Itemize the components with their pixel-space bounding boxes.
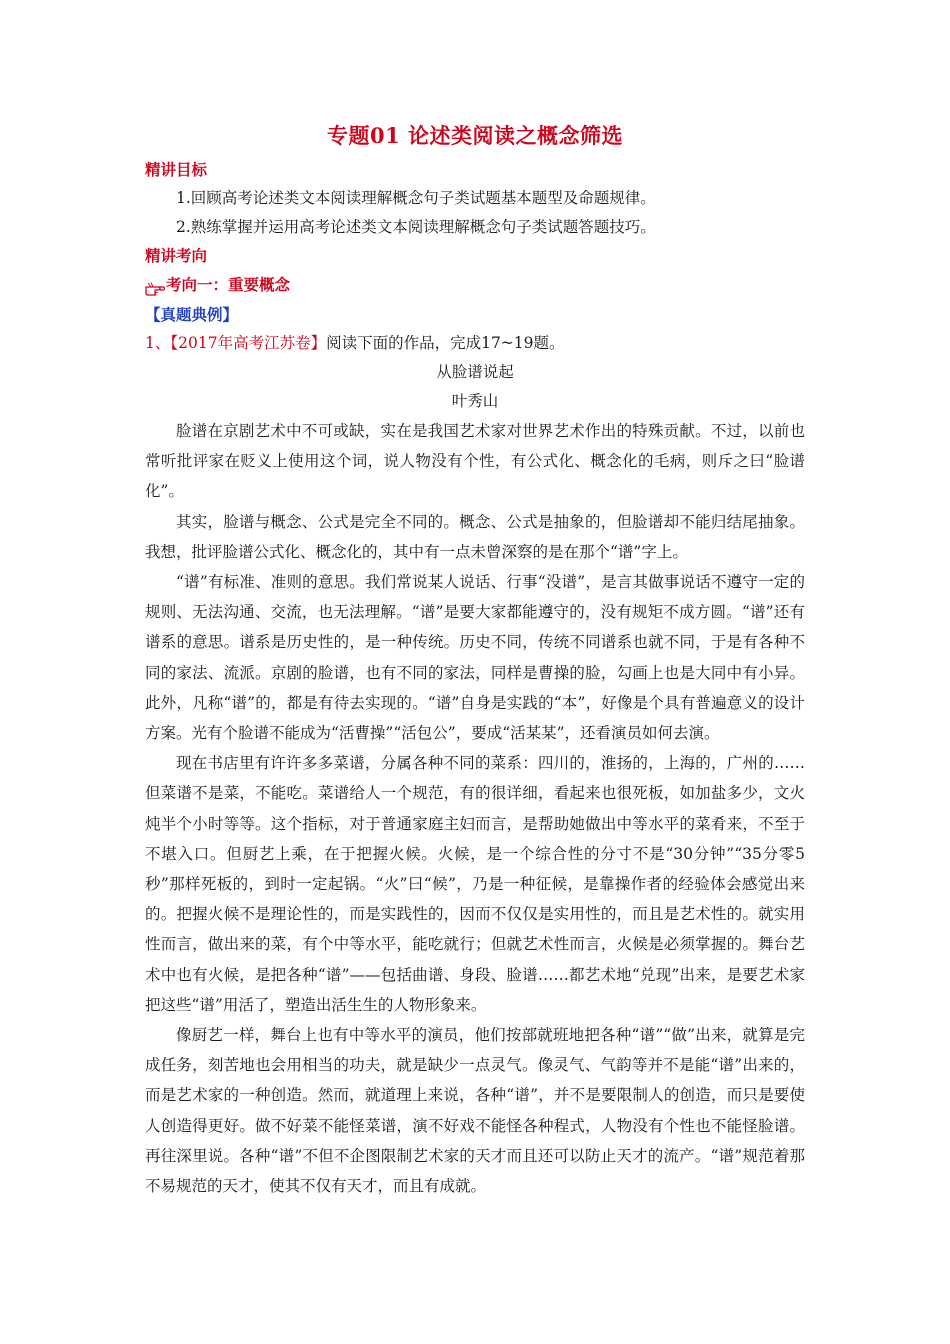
article-paragraph: 像厨艺一样，舞台上也有中等水平的演员，他们按部就班地把各种“谱”“做”出来，就算是完成任务，刻苦地也会用相当的功夫，就是缺少一点灵气。像灵气、气韵等并不是能“谱”出来的，而是艺术家的一种创造。然而，就道理上来说，各种“谱”，并不是要限制人的创造，而只是要使人创造得更好。做不好菜不能怪菜谱，演不好戏不能怪各种程式，人物没有个性也不能怪脸谱。再往深里说。各种“谱”不但不企图限制艺术家的天才而且还可以防止天才的流产。“谱”规范着那不易规范的天才，使其不仅有天才，而且有成就。 — [145, 1026, 805, 1196]
document-page — [145, 118, 805, 1201]
question-source: 【2017年高考江苏卷】 — [170, 334, 327, 352]
section-direction-heading: 精讲考向 — [145, 246, 208, 265]
page-title: 专题01 论述类阅读之概念筛选 — [326, 123, 624, 148]
direction-subheading — [145, 270, 805, 300]
article-paragraph: “谱”有标准、准则的意思。我们常说某人说话、行事“没谱”，是言其做事说话不遵守一定的规则、无法沟通、交流，也无法理解。“谱”是要大家都能遵守的，没有规矩不成方圆。“谱”还有谱系的意思。谱系是历史性的，是一种传统。历史不同，传统不同谱系也就不同，于是有各种不同的家法、流派。京剧的脸谱，也有不同的家法，同样是曹操的脸，勾画上也是大同中有小异。此外，凡称“谱”的，都是有待去实现的。“谱”自身是实践的“本”，好像是个具有普遍意义的设计方案。光有个脸谱不能成为“活曹操”“活包公”，要成“活某某”，还看演员如何去演。 — [145, 573, 805, 743]
question-line — [145, 329, 805, 358]
article-paragraph: 脸谱在京剧艺术中不可或缺，实在是我国艺术家对世界艺术作出的特殊贡献。不过，以前也常听批评家在贬义上使用这个词，说人物没有个性，有公式化、概念化的毛病，则斥之曰“脸谱化”。 — [145, 422, 805, 501]
example-heading: 【真题典例】 — [145, 305, 239, 324]
question-number: 1、 — [145, 334, 171, 352]
section-goal-heading: 精讲目标 — [145, 160, 208, 179]
goal-item: 1.回顾高考论述类文本阅读理解概念句子类试题基本题型及命题规律。 — [176, 189, 656, 207]
article-author: 叶秀山 — [451, 392, 499, 410]
pointing-hand-icon — [145, 277, 165, 293]
article-paragraph: 现在书店里有许许多多菜谱，分属各种不同的菜系：四川的，淮扬的，上海的，广州的……但菜谱不是菜，不能吃。菜谱给人一个规范，有的很详细，看起来也很死板，如加盐多少，文火炖半个小时等等。这个指标，对于普通家庭主妇而言，是帮助她做出中等水平的菜肴来，不至于不堪入口。但厨艺上乘，在于把握火候。火候，是一个综合性的分寸不是“30分钟”“35分零5秒”那样死板的，到时一定起锅。“火”曰“候”，乃是一种征候，是靠操作者的经验体会感觉出来的。把握火候不是理论性的，而是实践性的，因而不仅仅是实用性的，而且是艺术性的。就实用性而言，做出来的菜，有个中等水平，能吃就行；但就艺术性而言，火候是必须掌握的。舞台艺术中也有火候，是把各种“谱”——包括曲谱、身段、脸谱……都艺术地“兑现”出来，是要艺术家把这些“谱”用活了，塑造出活生生的人物形象来。 — [145, 754, 805, 1014]
article-body — [145, 416, 805, 1201]
section-goal — [145, 156, 805, 242]
goal-item: 2.熟练掌握并运用高考论述类文本阅读理解概念句子类试题答题技巧。 — [176, 218, 656, 236]
direction-subheading-text: 考向一：重要概念 — [166, 275, 291, 294]
article-paragraph: 其实，脸谱与概念、公式是完全不同的。概念、公式是抽象的，但脸谱却不能归结尾抽象。我想，批评脸谱公式化、概念化的，其中有一点未曾深察的是在那个“谱”字上。 — [145, 512, 805, 561]
article-title: 从脸谱说起 — [436, 363, 514, 381]
section-direction — [145, 242, 805, 300]
question-text: 阅读下面的作品，完成17~19题。 — [326, 334, 565, 352]
